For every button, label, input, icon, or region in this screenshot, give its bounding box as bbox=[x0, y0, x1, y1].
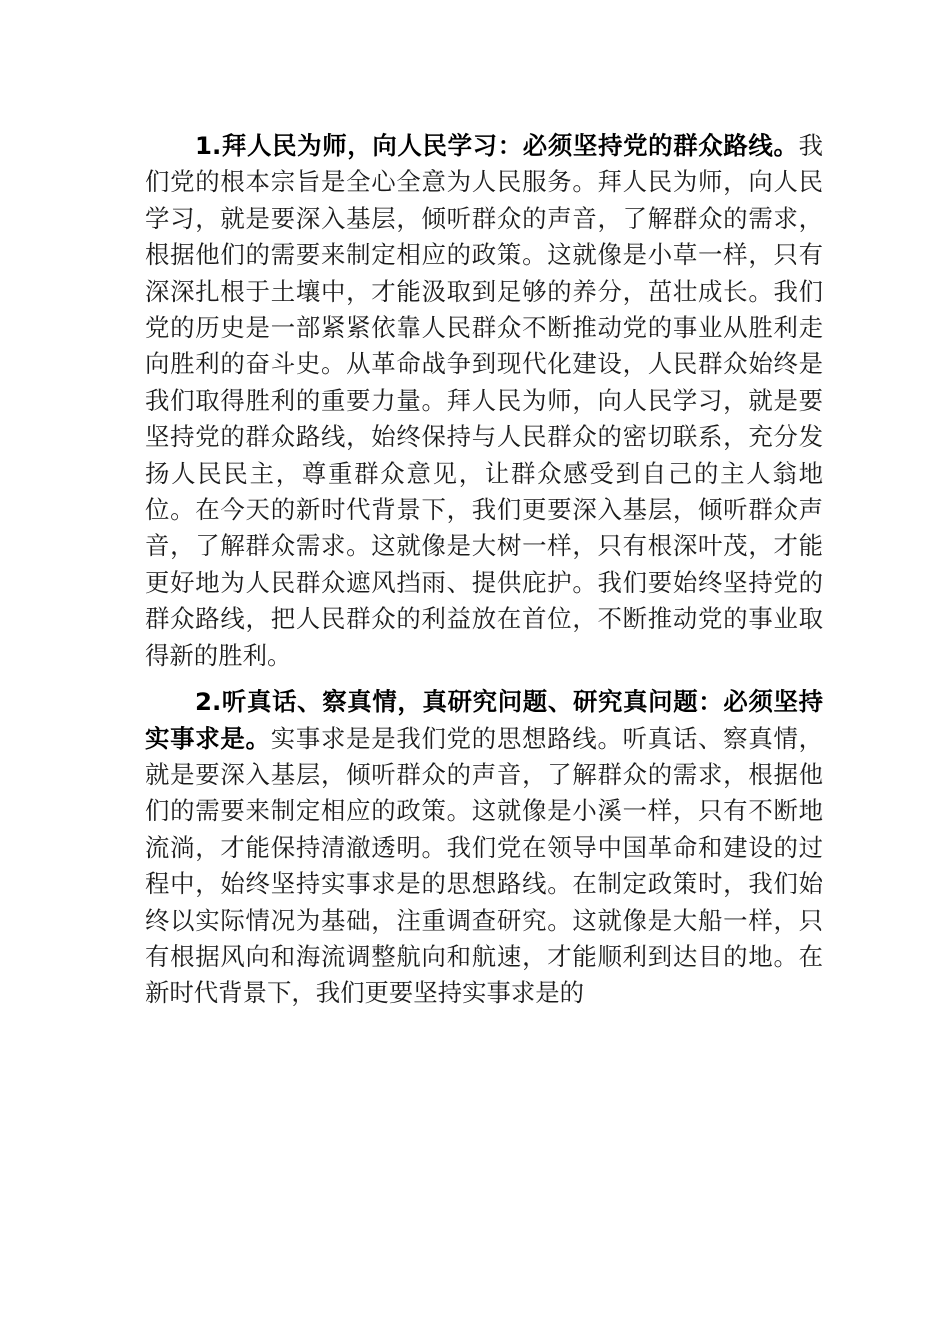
section-2-body: 实事求是是我们党的思想路线。听真话、察真情，就是要深入基层，倾听群众的声音，了解群众的需求，根据他们的需要来制定相应的政策。这就像是小溪一样，只有不断地流淌，才能保持清澈透明。我们党在领导中国革命和建设的过程中，始终坚持实事求是的思想路线。在制定政策时，我们始终以实际情况为基础，注重调查研究。这就像是大船一样，只有根据风向和海流调整航向和航速，才能顺利到达目的地。在新时代背景下，我们更要坚持实事求是的 bbox=[145, 723, 823, 1008]
section-1 bbox=[145, 128, 823, 674]
section-2-heading: 2.听真话、察真情，真研究问题、研究真问题：必须坚持实事求是。 bbox=[145, 687, 823, 753]
section-1-heading: 1.拜人民为师，向人民学习：必须坚持党的群众路线。 bbox=[195, 131, 799, 160]
section-2 bbox=[145, 684, 823, 1012]
document-body bbox=[145, 128, 823, 1012]
section-1-body: 我们党的根本宗旨是全心全意为人民服务。拜人民为师，向人民学习，就是要深入基层，倾听群众的声音，了解群众的需求，根据他们的需要来制定相应的政策。这就像是小草一样，只有深深扎根于土壤中，才能汲取到足够的养分，茁壮成长。我们党的历史是一部紧紧依靠人民群众不断推动党的事业从胜利走向胜利的奋斗史。从革命战争到现代化建设，人民群众始终是我们取得胜利的重要力量。拜人民为师，向人民学习，就是要坚持党的群众路线，始终保持与人民群众的密切联系，充分发扬人民民主，尊重群众意见，让群众感受到自己的主人翁地位。在今天的新时代背景下，我们更要深入基层，倾听群众声音，了解群众需求。这就像是大树一样，只有根深叶茂，才能更好地为人民群众遮风挡雨、提供庇护。我们要始终坚持党的群众路线，把人民群众的利益放在首位，不断推动党的事业取得新的胜利。 bbox=[145, 131, 823, 670]
